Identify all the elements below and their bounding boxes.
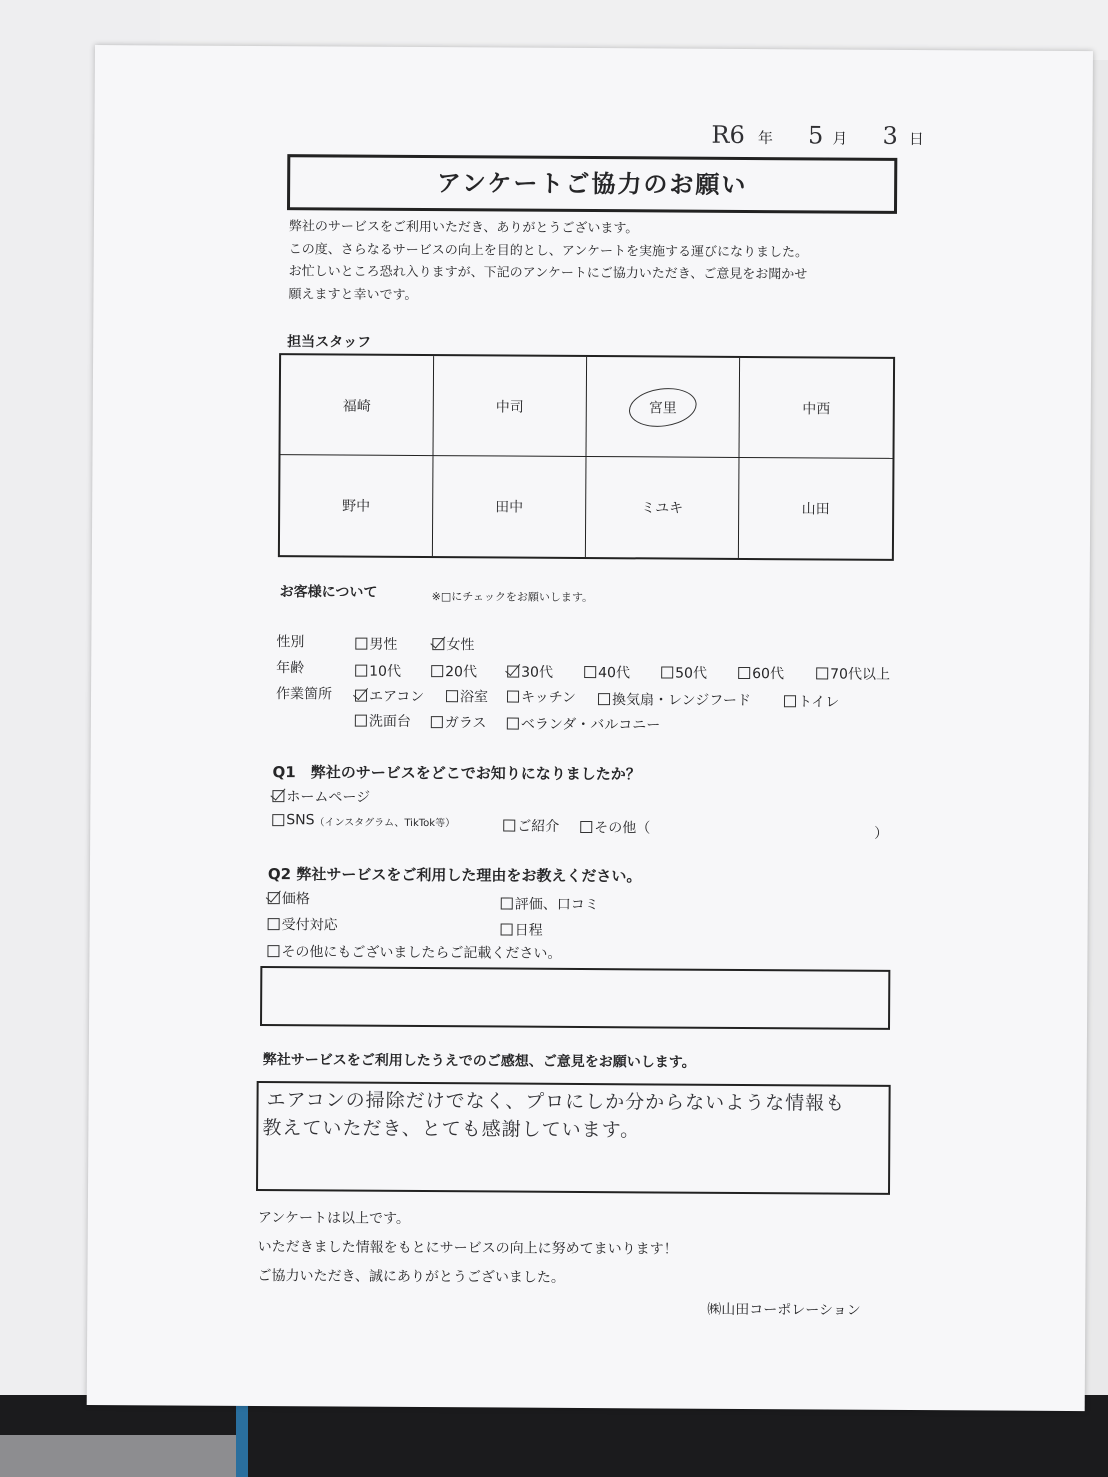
checkbox-icon[interactable] <box>661 666 673 678</box>
checkbox-icon[interactable] <box>816 667 828 679</box>
staff-cell-selected[interactable] <box>586 357 740 458</box>
handwritten-feedback-line: エアコンの掃除だけでなく、プロにしか分からないような情報も <box>266 1089 846 1115</box>
q1-option-referral[interactable] <box>503 816 559 836</box>
q1-option-homepage[interactable] <box>272 786 370 807</box>
date-line <box>711 121 924 150</box>
option-label: 30代 <box>521 664 554 681</box>
date-era-year: R6 <box>711 120 745 149</box>
intro-line: お忙しいところ恐れ入りますが、下記のアンケートにご協力いただき、ご意見をお聞かせ <box>288 264 808 283</box>
checkbox-icon[interactable] <box>268 918 280 930</box>
option-label: ホームページ <box>286 789 371 806</box>
option-label: 価格 <box>281 891 310 908</box>
staff-name: 中司 <box>495 398 524 416</box>
q1-other-close: ） <box>874 825 889 842</box>
checkbox-icon[interactable] <box>355 715 367 727</box>
age-option[interactable] <box>355 661 401 681</box>
q1-option-sns[interactable] <box>272 812 455 829</box>
date-month-unit: 月 <box>832 129 848 148</box>
option-label: 女性 <box>446 637 475 654</box>
checkbox-icon[interactable] <box>431 665 443 677</box>
q2-option-reviews[interactable] <box>501 893 599 914</box>
q2-title: Q2 弊社サービスをご利用した理由をお教えください。 <box>267 865 642 886</box>
page-title: アンケートご協力のお願い <box>287 154 897 214</box>
option-label: 60代 <box>752 666 785 683</box>
checkbox-icon[interactable] <box>267 945 279 957</box>
gender-option-male[interactable] <box>355 634 397 654</box>
closing-line: ご協力いただき、誠にありがとうございました。 <box>257 1268 565 1286</box>
gender-label: 性別 <box>276 634 305 651</box>
checkbox-checked-icon[interactable] <box>432 638 444 650</box>
staff-name: 山田 <box>801 501 830 518</box>
work-area-label: 作業箇所 <box>275 686 333 703</box>
staff-cell[interactable] <box>433 356 587 457</box>
checkbox-icon[interactable] <box>446 690 458 702</box>
option-label: 受付対応 <box>281 917 338 934</box>
option-label: ガラス <box>444 715 487 732</box>
option-label: 浴室 <box>459 689 489 706</box>
staff-cell[interactable] <box>280 455 434 556</box>
checkbox-icon[interactable] <box>584 666 596 678</box>
intro-line: この度、さらなるサービスの向上を目的とし、アンケートを実施する運びになりました。 <box>288 241 809 260</box>
staff-name: 野中 <box>342 498 371 515</box>
option-label: 男性 <box>369 636 398 653</box>
option-label: 70代以上 <box>830 666 891 683</box>
checkbox-icon[interactable] <box>580 821 592 833</box>
checkbox-icon[interactable] <box>501 897 513 909</box>
staff-name: 宮里 <box>648 399 677 417</box>
staff-cell[interactable] <box>739 358 893 459</box>
age-label: 年齢 <box>276 660 305 677</box>
staff-cell[interactable] <box>739 458 893 559</box>
work-option[interactable] <box>507 687 576 707</box>
customer-label: お客様について <box>279 584 378 601</box>
date-day-unit: 日 <box>908 129 924 149</box>
staff-cell[interactable] <box>586 457 740 558</box>
handwritten-feedback-line: 教えていただき、とても感謝しています。 <box>262 1117 641 1142</box>
option-label: ベランダ・バルコニー <box>520 716 661 734</box>
checkbox-checked-icon[interactable] <box>268 892 280 904</box>
staff-name: 中西 <box>802 400 831 417</box>
q2-other-textarea[interactable] <box>260 966 890 1030</box>
company-name: ㈱山田コーポレーション <box>707 1301 861 1319</box>
option-label: 20代 <box>445 664 478 681</box>
date-day: 3 <box>882 121 898 150</box>
closing-text <box>257 1204 678 1294</box>
work-option-selected[interactable] <box>355 686 424 706</box>
q1-option-other[interactable] <box>580 817 650 837</box>
gender-option-female[interactable] <box>432 634 474 654</box>
staff-table <box>278 353 895 561</box>
feedback-label: 弊社サービスをご利用したうえでのご感想、ご意見をお願いします。 <box>262 1052 696 1071</box>
option-label: SNS <box>286 812 315 829</box>
feedback-textarea[interactable] <box>256 1081 891 1195</box>
date-year-unit: 年 <box>757 129 773 148</box>
option-label: キッチン <box>520 689 577 706</box>
staff-name: 田中 <box>495 499 524 516</box>
option-label: 洗面台 <box>368 713 411 730</box>
q2-option-reception[interactable] <box>268 914 338 934</box>
intro-line: 願えますと幸いです。 <box>288 286 418 303</box>
intro-text <box>288 216 808 309</box>
staff-label: 担当スタッフ <box>287 334 372 351</box>
checkbox-checked-icon[interactable] <box>355 690 367 702</box>
option-label: 評価、口コミ <box>514 896 599 914</box>
q2-option-price[interactable] <box>268 888 310 908</box>
staff-cell[interactable] <box>433 456 587 557</box>
option-label: 50代 <box>675 665 708 682</box>
checkbox-icon[interactable] <box>507 718 519 730</box>
checkbox-icon[interactable] <box>784 695 796 707</box>
work-option[interactable] <box>355 711 411 731</box>
desk-metal-strip <box>0 1435 240 1477</box>
option-label: 40代 <box>598 665 631 682</box>
date-month: 5 <box>807 121 824 150</box>
intro-line: 弊社のサービスをご利用いただき、ありがとうございます。 <box>288 219 639 237</box>
closing-line: アンケートは以上です。 <box>257 1210 410 1227</box>
work-option[interactable] <box>598 689 751 710</box>
staff-cell[interactable] <box>280 355 434 456</box>
closing-line: いただきました情報をもとにサービスの向上に努めてまいります！ <box>257 1239 678 1258</box>
checkbox-checked-icon[interactable] <box>507 666 519 678</box>
option-label: その他にもございましたらご記載ください。 <box>281 944 562 962</box>
checkbox-icon[interactable] <box>272 814 284 826</box>
age-option[interactable] <box>661 662 707 682</box>
checkbox-icon[interactable] <box>503 820 515 832</box>
option-label: 換気扇・レンジフード <box>611 692 751 710</box>
option-label: トイレ <box>797 694 840 711</box>
option-label: その他（ <box>594 820 651 837</box>
checkbox-icon[interactable] <box>431 716 443 728</box>
checkbox-note: ※□にチェックをお願いします。 <box>431 590 594 605</box>
q2-option-schedule[interactable] <box>501 919 543 939</box>
staff-name: 福崎 <box>342 398 371 415</box>
option-label: 10代 <box>369 663 402 680</box>
checkbox-icon[interactable] <box>355 638 367 650</box>
work-option[interactable] <box>431 712 487 732</box>
handwritten-circle-icon <box>627 384 699 431</box>
blue-object <box>236 1405 248 1477</box>
age-option[interactable] <box>431 661 477 681</box>
survey-sheet <box>87 45 1093 1411</box>
checkbox-checked-icon[interactable] <box>272 790 284 802</box>
option-label: エアコン <box>368 688 425 706</box>
checkbox-icon[interactable] <box>507 691 519 703</box>
option-label: 日程 <box>514 922 543 939</box>
checkbox-icon[interactable] <box>598 693 610 705</box>
age-option[interactable] <box>738 663 784 683</box>
age-option[interactable] <box>816 663 890 683</box>
work-option[interactable] <box>446 686 488 706</box>
option-label: ご紹介 <box>517 818 560 835</box>
checkbox-icon[interactable] <box>501 923 513 935</box>
q1-title: Q1 弊社のサービスをどこでお知りになりましたか？ <box>272 763 641 784</box>
sns-note: （インスタグラム、TikTok等） <box>314 816 456 829</box>
checkbox-icon[interactable] <box>355 665 367 677</box>
checkbox-icon[interactable] <box>738 667 750 679</box>
work-option[interactable] <box>784 691 839 711</box>
q2-option-other[interactable] <box>267 941 561 963</box>
age-option-selected[interactable] <box>507 662 553 682</box>
age-option[interactable] <box>584 662 630 682</box>
work-option[interactable] <box>507 714 661 735</box>
staff-name: ミユキ <box>641 500 684 517</box>
